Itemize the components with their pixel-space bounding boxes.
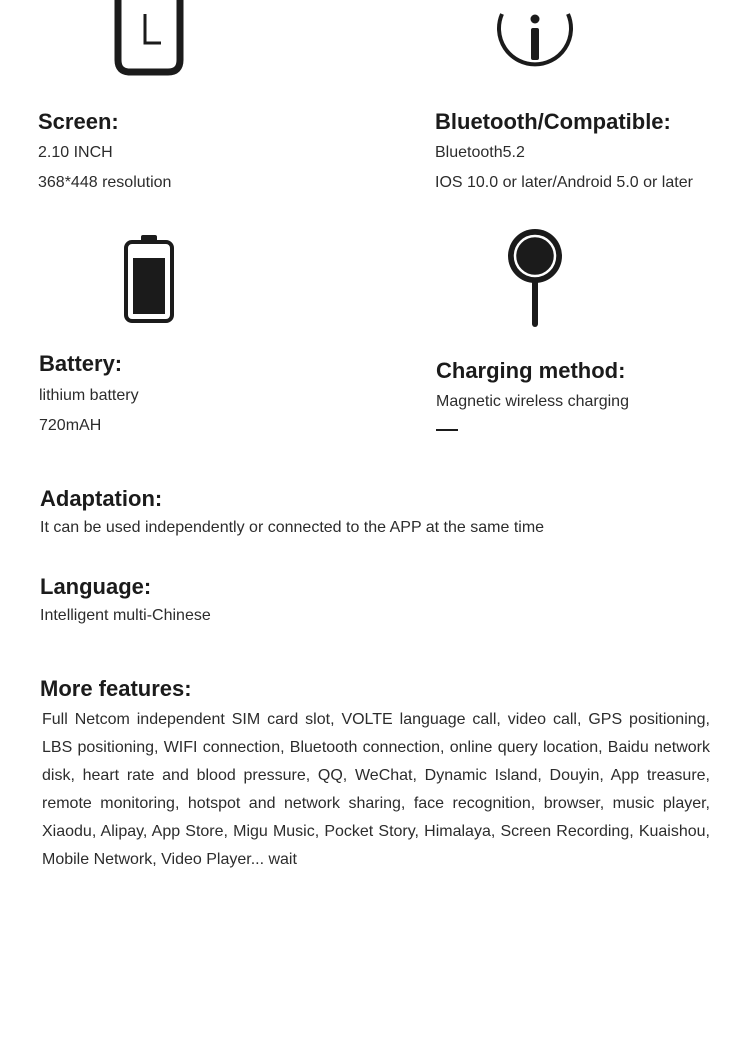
divider-dash xyxy=(436,429,458,431)
adaptation-text: It can be used independently or connected to the APP at the same time xyxy=(40,519,545,536)
magnetic-charger-icon xyxy=(502,226,568,330)
charging-method: Magnetic wireless charging xyxy=(436,393,629,410)
info-icon xyxy=(494,0,576,78)
charging-title: Charging method: xyxy=(436,358,626,383)
screen-resolution: 368*448 resolution xyxy=(38,174,172,191)
more-features-text: Full Netcom independent SIM card slot, VOLTE language call, video call, GPS positioning, LBS positioning, WIFI connection, Bluetooth connection, online query location, Baidu network disk, heart rate and blood pressure, QQ, WeChat, Dynamic Island, Douyin, App treasure, remote monitoring, hotspot and network sharing, face recognition, browser, music player, Xiaodu, Alipay, App Store, Migu Music, Pocket Story, Himalaya, Screen Recording, Kuaishou, Mobile Network, Video Player... wait xyxy=(42,711,710,868)
bluetooth-version: Bluetooth5.2 xyxy=(435,144,525,161)
battery-title: Battery: xyxy=(39,351,123,376)
battery-capacity: 720mAH xyxy=(39,417,102,434)
more-features-title: More features: xyxy=(40,676,192,701)
battery-type: lithium battery xyxy=(39,387,139,404)
screen-title: Screen: xyxy=(38,109,119,134)
screen-size: 2.10 INCH xyxy=(38,144,113,161)
battery-icon xyxy=(122,233,176,325)
language-text: Intelligent multi-Chinese xyxy=(40,607,211,624)
language-title: Language: xyxy=(40,574,152,599)
bluetooth-compatibility: IOS 10.0 or later/Android 5.0 or later xyxy=(435,174,693,191)
adaptation-title: Adaptation: xyxy=(40,486,163,511)
bluetooth-title: Bluetooth/Compatible: xyxy=(435,109,671,134)
watch-face-icon xyxy=(114,0,184,76)
